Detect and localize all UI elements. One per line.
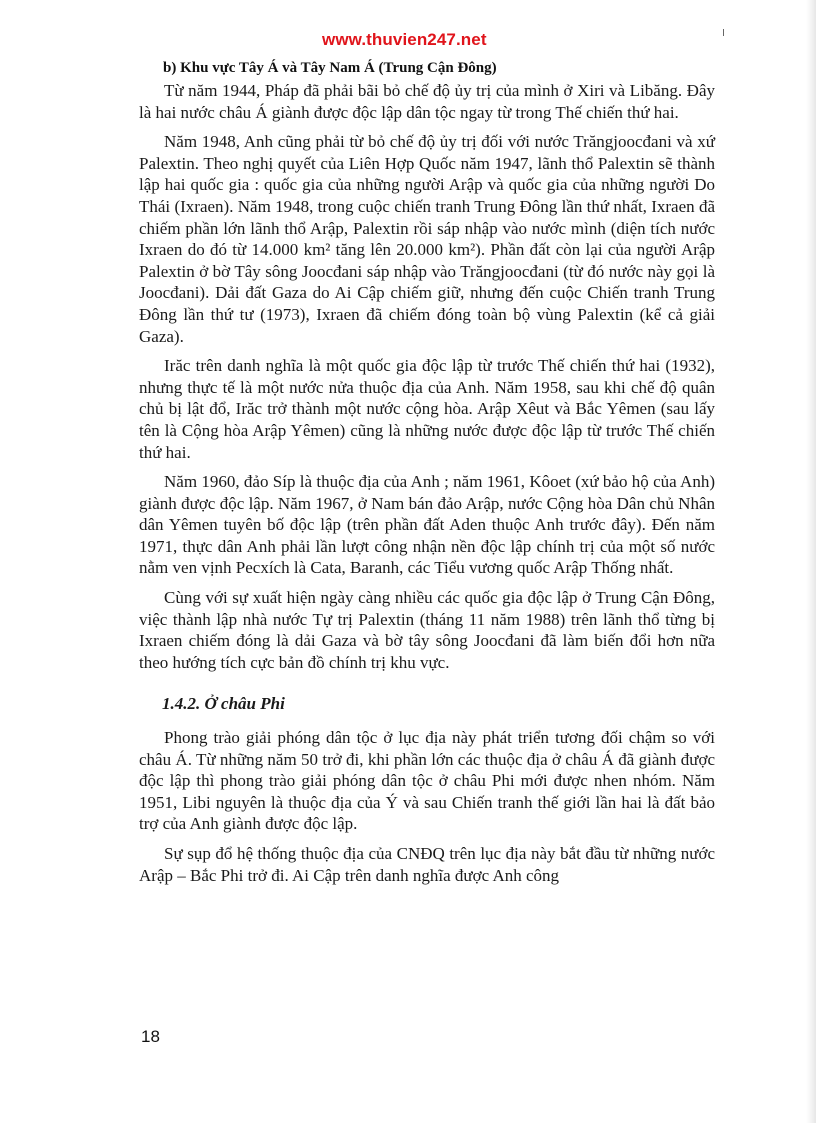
paragraph: Phong trào giải phóng dân tộc ở lục địa này phát triển tương đối chậm so với châu Á. Từ những năm 50 trở đi, khi phần lớn các thuộc địa ở châu Á đã giành được độc lập thì phong trào giải phóng dân tộc ở châu Phi mới được nhen nhóm. Năm 1951, Libi nguyên là thuộc địa của Ý và sau Chiến tranh thế giới lần hai là đất bảo trợ của Anh giành được độc lập. — [139, 728, 715, 834]
section-heading: b) Khu vực Tây Á và Tây Nam Á (Trung Cận Đông) — [163, 60, 497, 76]
page-edge-shadow — [806, 0, 816, 1123]
paragraph: Sự sụp đổ hệ thống thuộc địa của CNĐQ trên lục địa này bắt đầu từ những nước Arập – Bắc Phi trở đi. Ai Cập trên danh nghĩa được Anh công — [139, 844, 715, 885]
paragraph: Năm 1948, Anh cũng phải từ bỏ chế độ ủy trị đối với nước Trăngjoocđani và xứ Palextin. Theo nghị quyết của Liên Hợp Quốc năm 1947, lãnh thổ Palextin sẽ thành lập hai quốc gia : quốc gia của những người Arập và quốc gia của những người Do Thái (Ixraen). Năm 1948, trong cuộc chiến tranh Trung Đông lần thứ nhất, Ixraen đã chiếm phần lớn lãnh thổ Arập, Palextin rồi sáp nhập vào nước mình (diện tích nước Ixraen do đó từ 14.000 km² tăng lên 20.000 km²). Phần đất còn lại của người Arập Palextin ở bờ Tây sông Joocđani sáp nhập vào Trăngjoocđani (từ đó nước này gọi là Joocđani). Dải đất Gaza do Ai Cập chiếm giữ, nhưng đến cuộc Chiến tranh Trung Đông lần thứ tư (1973), Ixraen đã chiếm đóng toàn bộ vùng Palextin (kể cả giải Gaza). — [139, 132, 715, 346]
paragraph: Cùng với sự xuất hiện ngày càng nhiều các quốc gia độc lập ở Trung Cận Đông, việc thành lập nhà nước Tự trị Palextin (tháng 11 năm 1988) trên lãnh thổ từng bị Ixraen chiếm đóng là dải Gaza và bờ tây sông Joocđani đã làm biến đổi hơn nữa theo hướng tích cực bản đồ chính trị khu vực. — [139, 588, 715, 672]
body-text — [139, 80, 715, 894]
scan-mark — [723, 29, 724, 36]
paragraph: Năm 1960, đảo Síp là thuộc địa của Anh ; năm 1961, Kôoet (xứ bảo hộ của Anh) giành được độc lập. Năm 1967, ở Nam bán đảo Arập, nước Cộng hòa Dân chủ Nhân dân Yêmen tuyên bố độc lập (trên phần đất Aden thuộc Anh trước đây). Đến năm 1971, thực dân Anh phải lần lượt công nhận nền độc lập chính trị của một số nước nằm ven vịnh Pecxích là Cata, Baranh, các Tiểu vương quốc Arập Thống nhất. — [139, 472, 715, 578]
watermark-url[interactable]: www.thuvien247.net — [322, 30, 487, 49]
subsection-title: 1.4.2. Ở châu Phi — [162, 694, 285, 714]
page-number: 18 — [141, 1027, 160, 1046]
paragraph: Irăc trên danh nghĩa là một quốc gia độc lập từ trước Thế chiến thứ hai (1932), nhưng thực tế là một nước nửa thuộc địa của Anh. Năm 1958, sau khi chế độ quân chủ bị lật đổ, Irăc trở thành một nước cộng hòa. Arập Xêut và Bắc Yêmen (sau lấy tên là Cộng hòa Arập Yêmen) cũng là những nước được độc lập từ trước Thế chiến thứ hai. — [139, 356, 715, 462]
paragraph: Từ năm 1944, Pháp đã phải bãi bỏ chế độ ủy trị của mình ở Xiri và Libăng. Đây là hai nước châu Á giành được độc lập dân tộc ngay từ trong Thế chiến thứ hai. — [139, 81, 715, 122]
